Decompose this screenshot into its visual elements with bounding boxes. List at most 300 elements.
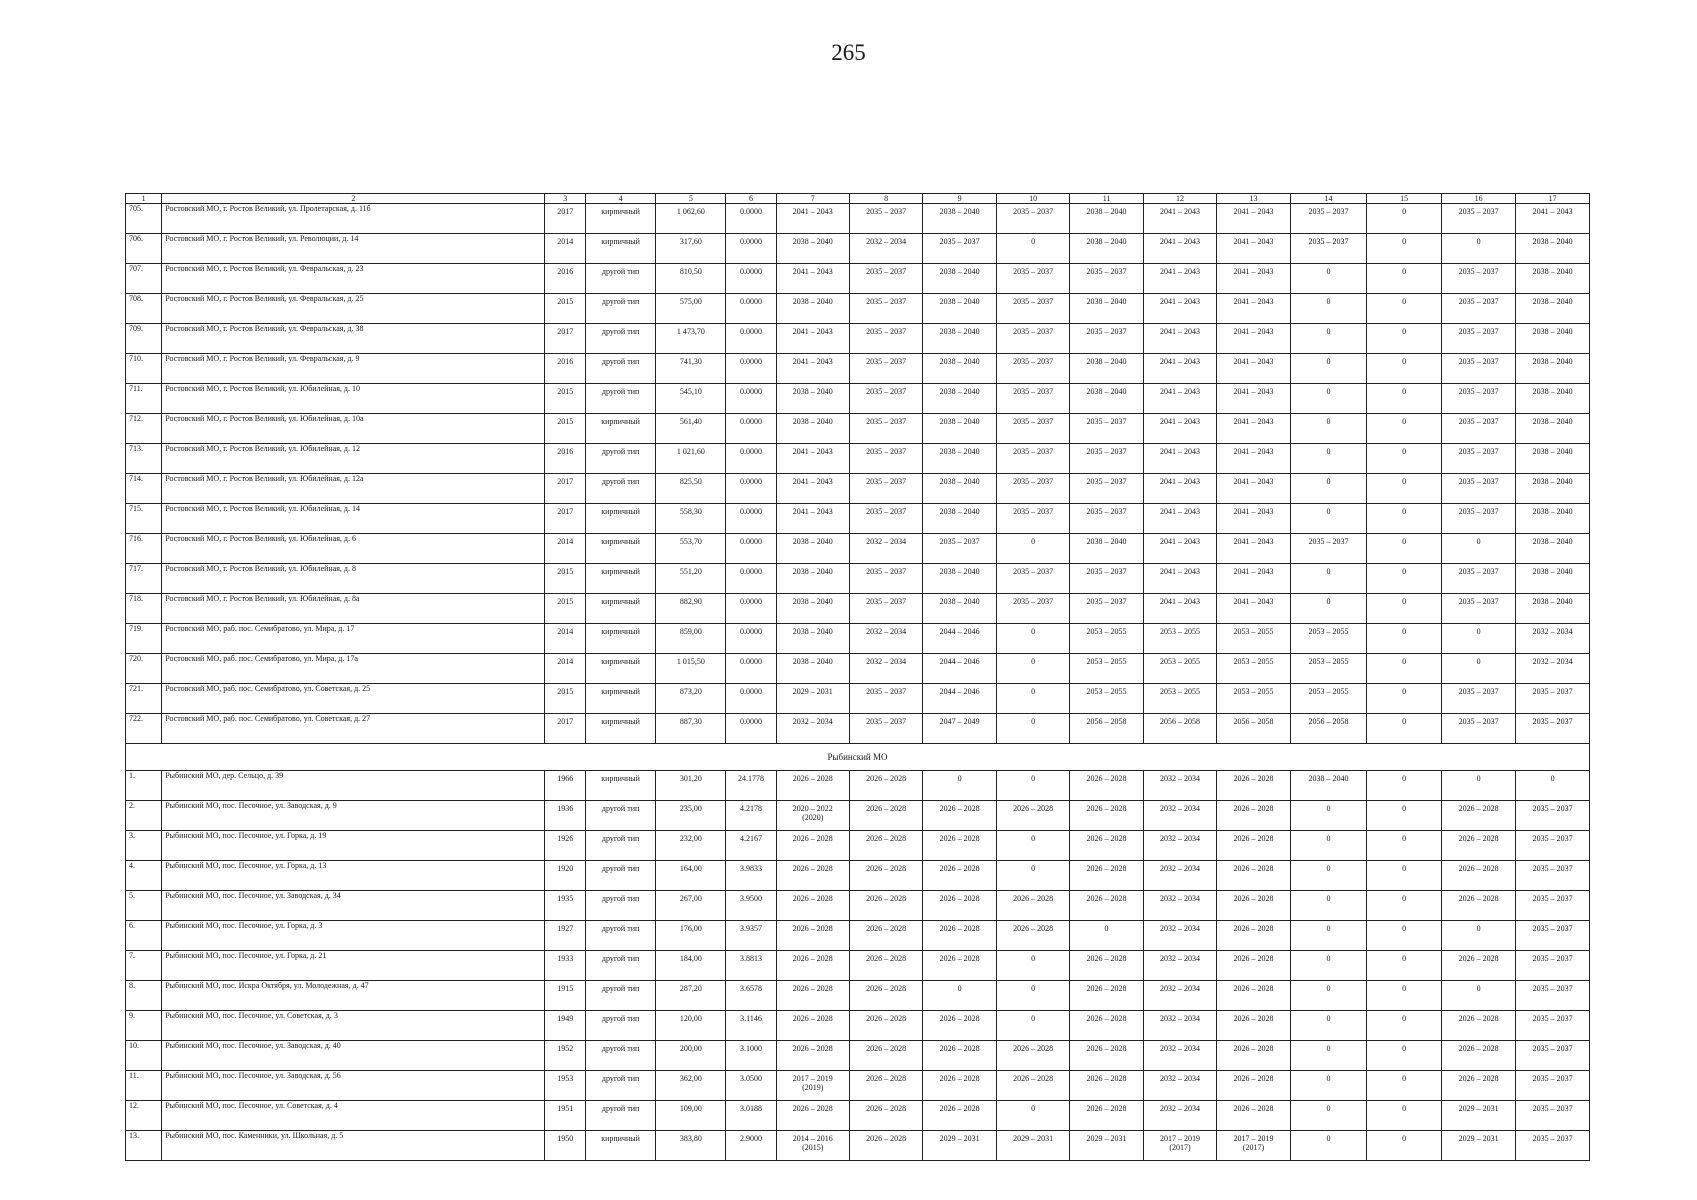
table-cell: 0 bbox=[1367, 594, 1442, 624]
table-cell: 109,00 bbox=[656, 1101, 726, 1131]
table-cell: 317,60 bbox=[656, 234, 726, 264]
row-number-cell: 715. bbox=[126, 504, 162, 534]
table-cell: 2035 – 2037 bbox=[849, 354, 922, 384]
table-cell: 2035 – 2037 bbox=[996, 594, 1069, 624]
row-number-cell: 713. bbox=[126, 444, 162, 474]
table-cell: 2038 – 2040 bbox=[923, 294, 996, 324]
table-cell: 2016 bbox=[545, 354, 585, 384]
table-cell: 0 bbox=[1367, 1041, 1442, 1071]
table-cell: 2038 – 2040 bbox=[1070, 354, 1143, 384]
table-cell: 2026 – 2028 bbox=[1070, 801, 1143, 831]
table-cell: 2026 – 2028 bbox=[776, 921, 849, 951]
table-cell: 825,50 bbox=[656, 474, 726, 504]
table-cell: 2032 – 2034 bbox=[849, 654, 922, 684]
row-number-cell: 10. bbox=[126, 1041, 162, 1071]
table-cell: 2038 – 2040 bbox=[1516, 324, 1590, 354]
table-cell: 2035 – 2037 bbox=[849, 204, 922, 234]
table-cell: другой тип bbox=[585, 474, 655, 504]
table-cell: 2044 – 2046 bbox=[923, 684, 996, 714]
table-cell: кирпичный bbox=[585, 564, 655, 594]
table-cell: 0.0000 bbox=[726, 564, 776, 594]
table-cell: 2035 – 2037 bbox=[1070, 594, 1143, 624]
table-cell: 2032 – 2034 bbox=[1143, 771, 1216, 801]
column-number-header: 12 bbox=[1143, 194, 1216, 204]
table-cell: 2035 – 2037 bbox=[1441, 294, 1516, 324]
table-cell: 2026 – 2028 bbox=[849, 1071, 922, 1101]
table-cell: 2041 – 2043 bbox=[1217, 414, 1290, 444]
table-cell: другой тип bbox=[585, 861, 655, 891]
table-cell: 2038 – 2040 bbox=[776, 624, 849, 654]
table-cell: 3.8813 bbox=[726, 951, 776, 981]
table-cell: 1915 bbox=[545, 981, 585, 1011]
table-cell: 1935 bbox=[545, 891, 585, 921]
table-cell: 2038 – 2040 bbox=[1070, 204, 1143, 234]
table-cell: 0 bbox=[923, 771, 996, 801]
table-cell: 0 bbox=[1290, 294, 1367, 324]
table-cell: 2026 – 2028 bbox=[849, 861, 922, 891]
table-cell: 2041 – 2043 bbox=[1143, 354, 1216, 384]
column-number-header: 7 bbox=[776, 194, 849, 204]
table-cell: 2035 – 2037 bbox=[1516, 951, 1590, 981]
table-cell: 2038 – 2040 bbox=[776, 414, 849, 444]
table-cell: 873,20 bbox=[656, 684, 726, 714]
table-cell: 2053 – 2055 bbox=[1070, 654, 1143, 684]
table-row bbox=[126, 714, 1590, 744]
table-cell: 2017 bbox=[545, 324, 585, 354]
table-cell: 2026 – 2028 bbox=[1217, 951, 1290, 981]
table-cell: 0 bbox=[996, 234, 1069, 264]
table-cell: другой тип bbox=[585, 324, 655, 354]
table-cell: 0 bbox=[1290, 1101, 1367, 1131]
row-number-cell: 11. bbox=[126, 1071, 162, 1101]
table-cell: 2035 – 2037 bbox=[1516, 684, 1590, 714]
table-cell: 2038 – 2040 bbox=[923, 264, 996, 294]
table-cell: 0 bbox=[996, 981, 1069, 1011]
table-cell: 553,70 bbox=[656, 534, 726, 564]
table-cell: 2026 – 2028 bbox=[849, 831, 922, 861]
table-cell: 2041 – 2043 bbox=[776, 504, 849, 534]
table-cell: 0 bbox=[996, 771, 1069, 801]
column-number-header: 8 bbox=[849, 194, 922, 204]
table-cell: 0 bbox=[1367, 1131, 1442, 1161]
table-cell: 0 bbox=[1290, 861, 1367, 891]
table-cell: 2041 – 2043 bbox=[1143, 474, 1216, 504]
table-cell: 2015 bbox=[545, 684, 585, 714]
table-cell: 0 bbox=[1290, 354, 1367, 384]
table-cell: 176,00 bbox=[656, 921, 726, 951]
table-cell: кирпичный bbox=[585, 204, 655, 234]
table-cell: 0.0000 bbox=[726, 234, 776, 264]
table-cell: 2035 – 2037 bbox=[849, 384, 922, 414]
table-cell: другой тип bbox=[585, 801, 655, 831]
table-cell: 2026 – 2028 bbox=[1070, 951, 1143, 981]
table-cell: 2035 – 2037 bbox=[1516, 891, 1590, 921]
table-row bbox=[126, 234, 1590, 264]
table-cell: 2035 – 2037 bbox=[1516, 981, 1590, 1011]
table-row bbox=[126, 981, 1590, 1011]
table-cell: другой тип bbox=[585, 1041, 655, 1071]
table-cell: 2017 bbox=[545, 714, 585, 744]
table-cell bbox=[776, 1131, 849, 1161]
table-cell: 0 bbox=[1367, 324, 1442, 354]
table-cell: другой тип bbox=[585, 831, 655, 861]
row-number-cell: 5. bbox=[126, 891, 162, 921]
table-cell: 2015 bbox=[545, 564, 585, 594]
table-cell: 2032 – 2034 bbox=[1143, 1041, 1216, 1071]
table-row bbox=[126, 1011, 1590, 1041]
row-number-cell: 708. bbox=[126, 294, 162, 324]
table-cell: 3.9833 bbox=[726, 861, 776, 891]
table-cell: 3.9357 bbox=[726, 921, 776, 951]
table-cell: 2035 – 2037 bbox=[849, 684, 922, 714]
table-cell: 2041 – 2043 bbox=[776, 444, 849, 474]
table-cell: 2038 – 2040 bbox=[923, 474, 996, 504]
table-cell: 2026 – 2028 bbox=[923, 801, 996, 831]
table-cell: 2038 – 2040 bbox=[776, 654, 849, 684]
table-cell: 2041 – 2043 bbox=[1217, 564, 1290, 594]
table-cell: 2053 – 2055 bbox=[1217, 654, 1290, 684]
table-cell: 2038 – 2040 bbox=[923, 384, 996, 414]
table-cell: 2038 – 2040 bbox=[776, 564, 849, 594]
table-cell: 2056 – 2058 bbox=[1217, 714, 1290, 744]
table-cell: 3.0188 bbox=[726, 1101, 776, 1131]
table-cell: 2038 – 2040 bbox=[1516, 414, 1590, 444]
address-cell: Рыбинский МО, пос. Песочное, ул. Горка, д. 3 bbox=[162, 921, 545, 951]
table-cell: 2032 – 2034 bbox=[1143, 831, 1216, 861]
table-cell: 2035 – 2037 bbox=[849, 414, 922, 444]
table-cell: другой тип bbox=[585, 1011, 655, 1041]
table-row bbox=[126, 474, 1590, 504]
table-cell: 2041 – 2043 bbox=[1143, 294, 1216, 324]
table-cell: 2035 – 2037 bbox=[1516, 861, 1590, 891]
table-cell: 235,00 bbox=[656, 801, 726, 831]
table-cell: 2017 bbox=[545, 504, 585, 534]
column-number-header: 5 bbox=[656, 194, 726, 204]
table-cell: кирпичный bbox=[585, 234, 655, 264]
table-cell: 810,50 bbox=[656, 264, 726, 294]
table-cell: 0 bbox=[996, 1101, 1069, 1131]
table-cell: 0 bbox=[1290, 1041, 1367, 1071]
table-cell: 301,20 bbox=[656, 771, 726, 801]
address-cell: Ростовский МО, г. Ростов Великий, ул. Революции, д. 14 bbox=[162, 234, 545, 264]
table-cell bbox=[1143, 1131, 1216, 1161]
table-cell: 2041 – 2043 bbox=[1143, 204, 1216, 234]
table-cell: 1953 bbox=[545, 1071, 585, 1101]
table-row bbox=[126, 204, 1590, 234]
section-row bbox=[126, 744, 1590, 771]
row-number-cell: 711. bbox=[126, 384, 162, 414]
table-cell: 2035 – 2037 bbox=[996, 504, 1069, 534]
table-row bbox=[126, 891, 1590, 921]
table-cell: кирпичный bbox=[585, 714, 655, 744]
table-cell: 2053 – 2055 bbox=[1217, 624, 1290, 654]
table-cell: 2035 – 2037 bbox=[1441, 684, 1516, 714]
table-cell: 0 bbox=[996, 654, 1069, 684]
table-cell: 2035 – 2037 bbox=[1441, 594, 1516, 624]
address-cell: Ростовский МО, г. Ростов Великий, ул. Юбилейная, д. 6 bbox=[162, 534, 545, 564]
row-number-cell: 716. bbox=[126, 534, 162, 564]
address-cell: Ростовский МО, раб. пос. Семибратово, ул. Мира, д. 17 bbox=[162, 624, 545, 654]
table-row bbox=[126, 684, 1590, 714]
address-cell: Ростовский МО, г. Ростов Великий, ул. Февральская, д. 25 bbox=[162, 294, 545, 324]
table-cell: 2026 – 2028 bbox=[849, 951, 922, 981]
table-cell: 2032 – 2034 bbox=[1143, 801, 1216, 831]
table-cell: 2035 – 2037 bbox=[1441, 354, 1516, 384]
table-cell: 2041 – 2043 bbox=[1217, 504, 1290, 534]
table-cell: 2035 – 2037 bbox=[996, 294, 1069, 324]
address-cell: Ростовский МО, раб. пос. Семибратово, ул. Советская, д. 25 bbox=[162, 684, 545, 714]
table-row bbox=[126, 831, 1590, 861]
row-number-cell: 706. bbox=[126, 234, 162, 264]
table-cell: 2035 – 2037 bbox=[1290, 234, 1367, 264]
address-cell: Ростовский МО, г. Ростов Великий, ул. Юбилейная, д. 12а bbox=[162, 474, 545, 504]
table-cell: 0 bbox=[1367, 921, 1442, 951]
table-cell: 0 bbox=[1367, 444, 1442, 474]
table-cell: 2032 – 2034 bbox=[1143, 861, 1216, 891]
table-cell: 2035 – 2037 bbox=[1441, 204, 1516, 234]
table-cell: 0 bbox=[1367, 234, 1442, 264]
table-cell: 2038 – 2040 bbox=[1516, 354, 1590, 384]
address-cell: Ростовский МО, раб. пос. Семибратово, ул. Советская, д. 27 bbox=[162, 714, 545, 744]
table-cell: 2014 bbox=[545, 234, 585, 264]
table-cell: 2035 – 2037 bbox=[849, 714, 922, 744]
table-cell: 2026 – 2028 bbox=[776, 861, 849, 891]
table-cell: 2026 – 2028 bbox=[776, 1041, 849, 1071]
table-cell: 2056 – 2058 bbox=[1143, 714, 1216, 744]
table-cell: 2029 – 2031 bbox=[1070, 1131, 1143, 1161]
table-cell: 2026 – 2028 bbox=[849, 921, 922, 951]
table-cell: 1920 bbox=[545, 861, 585, 891]
table-cell: другой тип bbox=[585, 921, 655, 951]
table-cell: 2026 – 2028 bbox=[1070, 1041, 1143, 1071]
row-number-cell: 4. bbox=[126, 861, 162, 891]
table-cell: 0 bbox=[1367, 831, 1442, 861]
address-cell: Ростовский МО, г. Ростов Великий, ул. Юбилейная, д. 8а bbox=[162, 594, 545, 624]
table-cell: 0 bbox=[1290, 444, 1367, 474]
table-cell: 0 bbox=[1367, 981, 1442, 1011]
table-cell: 2026 – 2028 bbox=[1217, 891, 1290, 921]
table-cell: 2041 – 2043 bbox=[1143, 384, 1216, 414]
table-cell: 3.0500 bbox=[726, 1071, 776, 1101]
table-cell: 2053 – 2055 bbox=[1070, 684, 1143, 714]
table-cell bbox=[776, 1071, 849, 1101]
table-cell: 2053 – 2055 bbox=[1143, 624, 1216, 654]
table-cell: другой тип bbox=[585, 354, 655, 384]
column-number-header: 17 bbox=[1516, 194, 1590, 204]
table-cell: 2041 – 2043 bbox=[1217, 594, 1290, 624]
table-cell: 2035 – 2037 bbox=[1290, 204, 1367, 234]
table-cell: 1 015,50 bbox=[656, 654, 726, 684]
table-cell: 0 bbox=[1290, 1071, 1367, 1101]
address-cell: Ростовский МО, г. Ростов Великий, ул. Юбилейная, д. 12 bbox=[162, 444, 545, 474]
period-value: 2014 – 2016 bbox=[792, 1134, 833, 1143]
table-cell: 558,30 bbox=[656, 504, 726, 534]
table-cell: 2026 – 2028 bbox=[923, 951, 996, 981]
table-cell: 2035 – 2037 bbox=[1441, 714, 1516, 744]
table-cell: 2038 – 2040 bbox=[1070, 384, 1143, 414]
address-cell: Ростовский МО, г. Ростов Великий, ул. Юбилейная, д. 10а bbox=[162, 414, 545, 444]
table-cell: 2032 – 2034 bbox=[1143, 951, 1216, 981]
table-cell: 0 bbox=[1290, 264, 1367, 294]
table-cell: 2041 – 2043 bbox=[1143, 444, 1216, 474]
table-cell: 2038 – 2040 bbox=[1516, 234, 1590, 264]
table-cell: 4.2167 bbox=[726, 831, 776, 861]
table-cell: 2032 – 2034 bbox=[1143, 981, 1216, 1011]
table-row bbox=[126, 801, 1590, 831]
table-cell: 0 bbox=[1367, 861, 1442, 891]
table-cell: кирпичный bbox=[585, 534, 655, 564]
row-number-cell: 714. bbox=[126, 474, 162, 504]
address-cell: Ростовский МО, г. Ростов Великий, ул. Пролетарская, д. 11б bbox=[162, 204, 545, 234]
table-cell: 2035 – 2037 bbox=[1516, 1131, 1590, 1161]
table-cell: другой тип bbox=[585, 294, 655, 324]
table-cell: 0 bbox=[1290, 891, 1367, 921]
row-number-cell: 13. bbox=[126, 1131, 162, 1161]
table-cell: 0.0000 bbox=[726, 264, 776, 294]
address-cell: Рыбинский МО, дер. Сельцо, д. 39 bbox=[162, 771, 545, 801]
table-cell: 2029 – 2031 bbox=[996, 1131, 1069, 1161]
table-cell: 0.0000 bbox=[726, 714, 776, 744]
table-cell: 2026 – 2028 bbox=[1441, 951, 1516, 981]
table-cell: 2014 bbox=[545, 624, 585, 654]
table-cell: 2035 – 2037 bbox=[923, 234, 996, 264]
table-cell: кирпичный bbox=[585, 504, 655, 534]
table-cell: 1966 bbox=[545, 771, 585, 801]
table-cell: 2029 – 2031 bbox=[923, 1131, 996, 1161]
table-cell: 0 bbox=[1290, 564, 1367, 594]
table-cell: 1949 bbox=[545, 1011, 585, 1041]
table-cell: 2038 – 2040 bbox=[1516, 594, 1590, 624]
table-cell: 2035 – 2037 bbox=[1516, 1101, 1590, 1131]
table-row bbox=[126, 921, 1590, 951]
table-cell: 2035 – 2037 bbox=[849, 324, 922, 354]
table-cell: 2038 – 2040 bbox=[1516, 444, 1590, 474]
table-cell: 2026 – 2028 bbox=[1217, 1041, 1290, 1071]
table-cell: 2026 – 2028 bbox=[1441, 861, 1516, 891]
table-row bbox=[126, 951, 1590, 981]
column-number-header: 13 bbox=[1217, 194, 1290, 204]
table-cell: 2032 – 2034 bbox=[849, 534, 922, 564]
table-cell: 2026 – 2028 bbox=[1070, 771, 1143, 801]
table-cell: 2044 – 2046 bbox=[923, 654, 996, 684]
table-cell: 2035 – 2037 bbox=[1441, 564, 1516, 594]
table-cell: 2026 – 2028 bbox=[849, 891, 922, 921]
table-row bbox=[126, 354, 1590, 384]
table-cell: 0.0000 bbox=[726, 474, 776, 504]
table-cell: 2026 – 2028 bbox=[776, 951, 849, 981]
table-cell: 0 bbox=[996, 861, 1069, 891]
table-cell: 2038 – 2040 bbox=[1070, 234, 1143, 264]
table-cell: 0 bbox=[1367, 714, 1442, 744]
row-number-cell: 8. bbox=[126, 981, 162, 1011]
table-cell: 2053 – 2055 bbox=[1290, 624, 1367, 654]
table-cell: 2015 bbox=[545, 594, 585, 624]
table-cell: 2056 – 2058 bbox=[1290, 714, 1367, 744]
table-cell: 2026 – 2028 bbox=[923, 861, 996, 891]
table-cell: 2026 – 2028 bbox=[1217, 981, 1290, 1011]
table-cell: 2017 bbox=[545, 474, 585, 504]
table-cell: 2026 – 2028 bbox=[1070, 1071, 1143, 1101]
table-cell: 1951 bbox=[545, 1101, 585, 1131]
table-cell: 2026 – 2028 bbox=[1441, 801, 1516, 831]
table-cell: 2026 – 2028 bbox=[1217, 1101, 1290, 1131]
table-cell: 0.0000 bbox=[726, 654, 776, 684]
table-cell: 2035 – 2037 bbox=[996, 564, 1069, 594]
table-row bbox=[126, 594, 1590, 624]
row-number-cell: 12. bbox=[126, 1101, 162, 1131]
table-cell: 2041 – 2043 bbox=[1217, 534, 1290, 564]
address-cell: Ростовский МО, раб. пос. Семибратово, ул. Мира, д. 17а bbox=[162, 654, 545, 684]
table-cell: 2038 – 2040 bbox=[1516, 504, 1590, 534]
table-row bbox=[126, 504, 1590, 534]
table-cell: 2038 – 2040 bbox=[776, 294, 849, 324]
table-cell: 0 bbox=[1367, 801, 1442, 831]
table-cell: другой тип bbox=[585, 891, 655, 921]
table-cell: 287,20 bbox=[656, 981, 726, 1011]
table-cell: 2035 – 2037 bbox=[1070, 414, 1143, 444]
table-cell: 1927 bbox=[545, 921, 585, 951]
column-number-header: 14 bbox=[1290, 194, 1367, 204]
table-cell: кирпичный bbox=[585, 594, 655, 624]
table-cell: 0 bbox=[1367, 414, 1442, 444]
table-body bbox=[126, 194, 1590, 1161]
table-cell: 0.0000 bbox=[726, 414, 776, 444]
address-cell: Ростовский МО, г. Ростов Великий, ул. Февральская, д. 9 bbox=[162, 354, 545, 384]
table-cell: 2035 – 2037 bbox=[996, 354, 1069, 384]
row-number-cell: 9. bbox=[126, 1011, 162, 1041]
table-cell: 2035 – 2037 bbox=[849, 504, 922, 534]
address-cell: Рыбинский МО, пос. Искра Октября, ул. Молодежная, д. 47 bbox=[162, 981, 545, 1011]
table-cell: 2026 – 2028 bbox=[1070, 1101, 1143, 1131]
address-cell: Рыбинский МО, пос. Песочное, ул. Советская, д. 3 bbox=[162, 1011, 545, 1041]
table-cell: кирпичный bbox=[585, 624, 655, 654]
table-cell: 1926 bbox=[545, 831, 585, 861]
table-cell: 2041 – 2043 bbox=[1143, 324, 1216, 354]
table-cell: 0 bbox=[1441, 624, 1516, 654]
table-row bbox=[126, 294, 1590, 324]
table-cell: 2026 – 2028 bbox=[776, 771, 849, 801]
table-cell: 2026 – 2028 bbox=[923, 1011, 996, 1041]
table-cell: другой тип bbox=[585, 981, 655, 1011]
table-cell: 0 bbox=[1290, 1131, 1367, 1161]
table-cell: 2026 – 2028 bbox=[923, 1071, 996, 1101]
address-cell: Ростовский МО, г. Ростов Великий, ул. Юбилейная, д. 14 bbox=[162, 504, 545, 534]
table-cell: 0 bbox=[1070, 921, 1143, 951]
table-cell: 2038 – 2040 bbox=[776, 594, 849, 624]
table-cell: 2056 – 2058 bbox=[1070, 714, 1143, 744]
table-cell: 0 bbox=[1367, 891, 1442, 921]
table-cell: 0 bbox=[996, 624, 1069, 654]
address-cell: Ростовский МО, г. Ростов Великий, ул. Февральская, д. 23 bbox=[162, 264, 545, 294]
table-cell: 2041 – 2043 bbox=[776, 474, 849, 504]
row-number-cell: 717. bbox=[126, 564, 162, 594]
table-cell: 2026 – 2028 bbox=[923, 1041, 996, 1071]
table-cell: 2035 – 2037 bbox=[1516, 1011, 1590, 1041]
table-cell: 2026 – 2028 bbox=[776, 1011, 849, 1041]
table-cell: другой тип bbox=[585, 384, 655, 414]
table-cell: 362,00 bbox=[656, 1071, 726, 1101]
row-number-cell: 719. bbox=[126, 624, 162, 654]
table-cell: 2041 – 2043 bbox=[1516, 204, 1590, 234]
table-cell: 2026 – 2028 bbox=[1217, 771, 1290, 801]
column-number-header: 2 bbox=[162, 194, 545, 204]
row-number-cell: 707. bbox=[126, 264, 162, 294]
period-note: (2019) bbox=[802, 1083, 824, 1092]
table-row bbox=[126, 861, 1590, 891]
row-number-cell: 1. bbox=[126, 771, 162, 801]
table-cell: 2032 – 2034 bbox=[1143, 891, 1216, 921]
address-cell: Ростовский МО, г. Ростов Великий, ул. Февральская, д. 38 bbox=[162, 324, 545, 354]
